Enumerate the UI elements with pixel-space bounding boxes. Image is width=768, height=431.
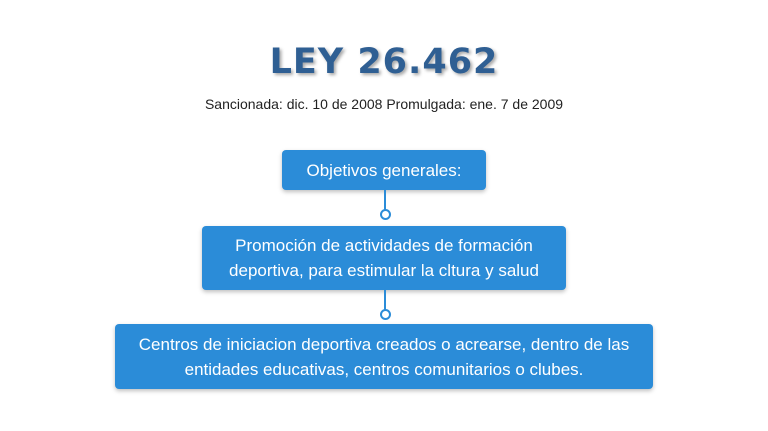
node-objetivos-generales: Objetivos generales:	[282, 150, 486, 190]
connector-dot	[380, 209, 391, 220]
page-title: LEY 26.462	[269, 42, 499, 82]
page-subtitle: Sancionada: dic. 10 de 2008 Promulgada: ene. 7 de 2009	[204, 96, 564, 112]
node-centros-iniciacion: Centros de iniciacion deportiva creados o acrearse, dentro de las entidades educativas, centros comunitarios o clubes.	[115, 324, 653, 389]
node-promocion-actividades: Promoción de actividades de formación deportiva, para estimular la cltura y salud	[202, 226, 566, 290]
connector-dot	[380, 309, 391, 320]
connector-line	[384, 290, 386, 310]
